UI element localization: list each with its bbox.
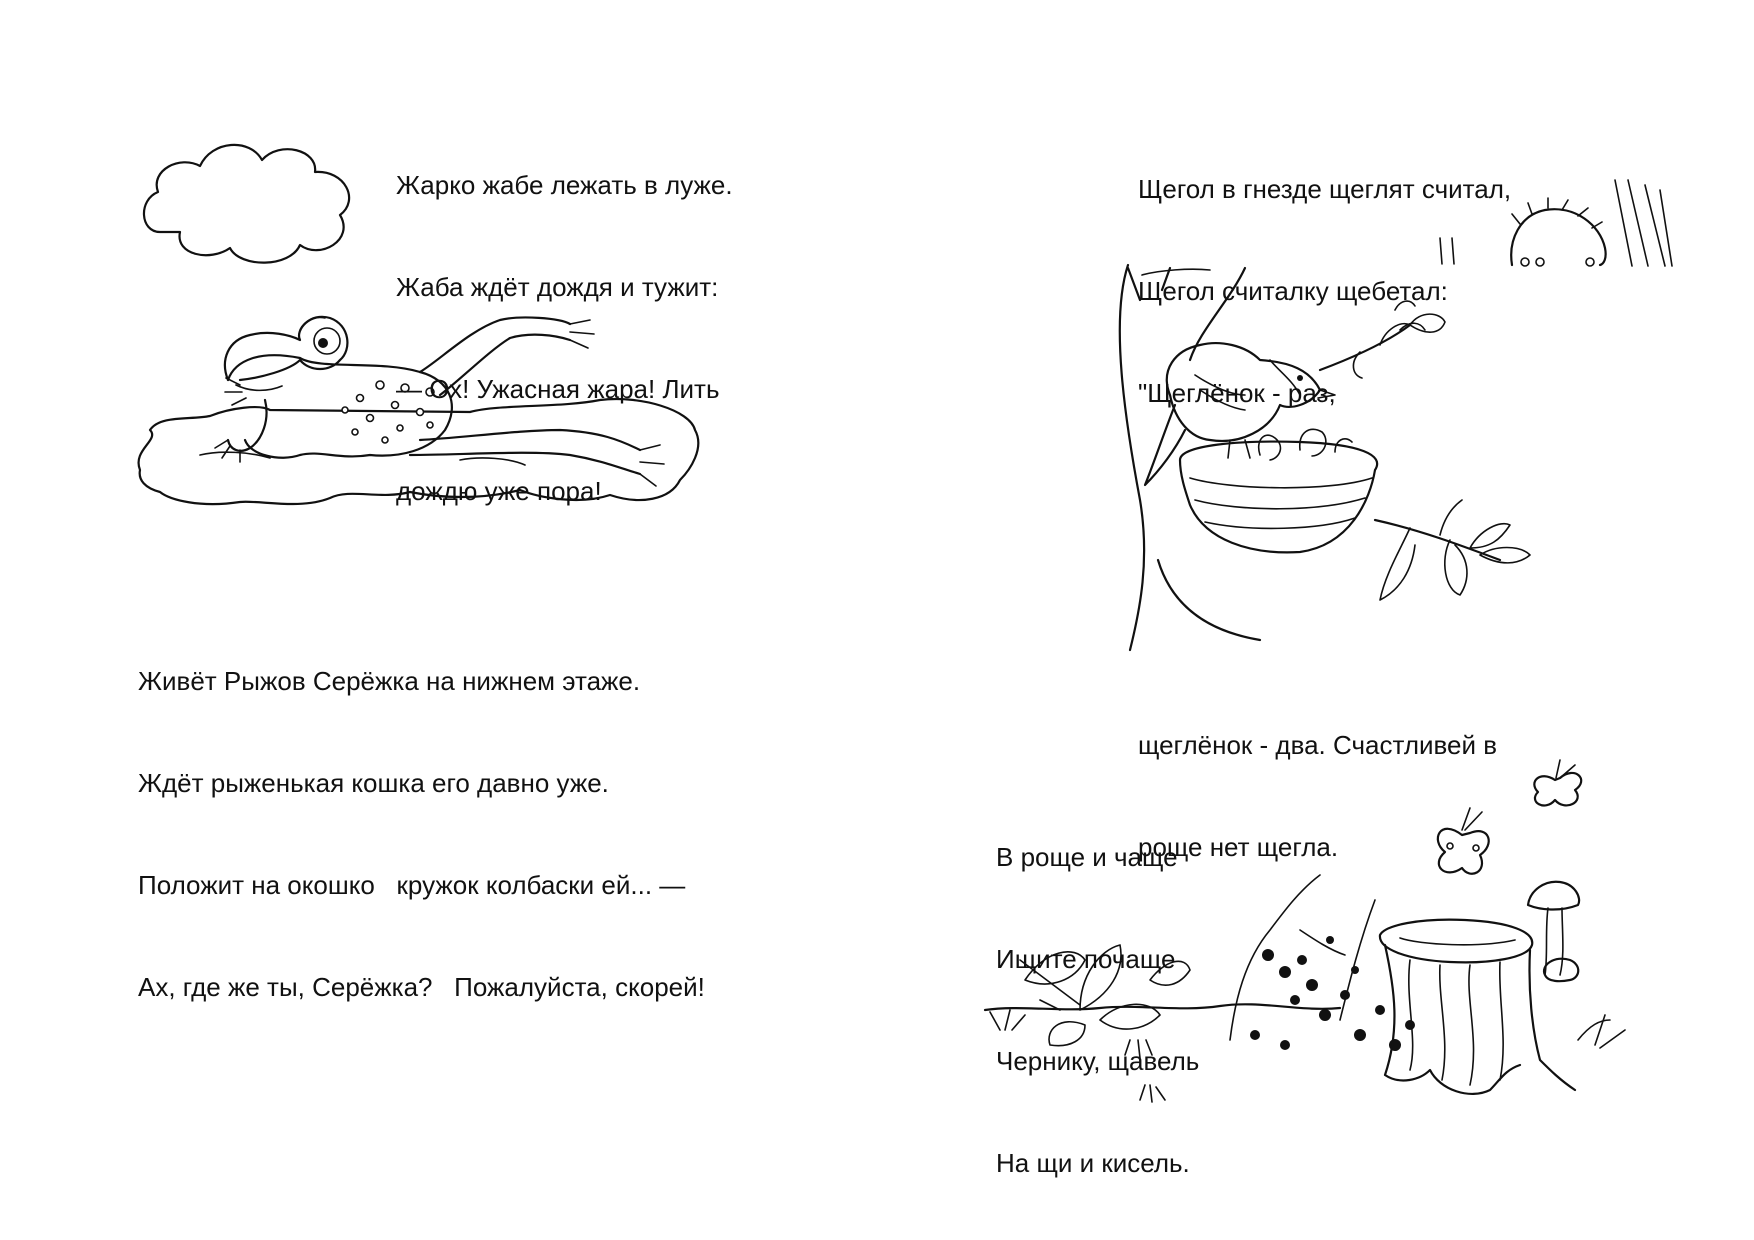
poem-toad: [396, 100, 733, 542]
poem-toad-line-1: Жарко жабе лежать в луже.: [396, 170, 733, 200]
poem-seryozha: [138, 596, 705, 1038]
poem-goldfinch-top: [1138, 104, 1511, 444]
poem-goldfinch-line-5: роще нет щегла.: [1138, 832, 1339, 862]
poem-grove-line-3: Чернику, щавель: [996, 1046, 1200, 1076]
poem-grove-line-2: Ищите почаще: [996, 944, 1176, 974]
poem-goldfinch-line-3: "Щеглёнок - раз,: [1138, 378, 1336, 408]
poem-toad-line-3: — Ох! Ужасная жара! Лить: [396, 374, 720, 404]
poem-goldfinch-line-1: Щегол в гнезде щеглят считал,: [1138, 174, 1512, 204]
blueberries: [1250, 936, 1415, 1051]
poem-seryozha-line-3: Положит на окошко кружок колбаски ей... —: [138, 870, 686, 900]
poem-grove-line-4: На щи и кисель.: [996, 1148, 1190, 1178]
poem-goldfinch-line-4: щеглёнок - два. Счастливей в: [1138, 730, 1498, 760]
poem-seryozha-line-4: Ах, где же ты, Серёжка? Пожалуйста, скорей!: [138, 972, 705, 1002]
poem-grove-line-1: В роще и чаще: [996, 842, 1178, 872]
poem-toad-line-2: Жаба ждёт дождя и тужит:: [396, 272, 719, 302]
butterfly-icon-small: [1534, 760, 1581, 805]
poem-seryozha-line-2: Ждёт рыженькая кошка его давно уже.: [138, 768, 609, 798]
poem-goldfinch-line-2: Щегол считалку щебетал:: [1138, 276, 1448, 306]
poem-toad-line-4: дождю уже пора!: [396, 476, 602, 506]
poem-seryozha-line-1: Живёт Рыжов Серёжка на нижнем этаже.: [138, 666, 641, 696]
cloud-icon: [144, 145, 349, 263]
poem-grove: [996, 772, 1199, 1214]
